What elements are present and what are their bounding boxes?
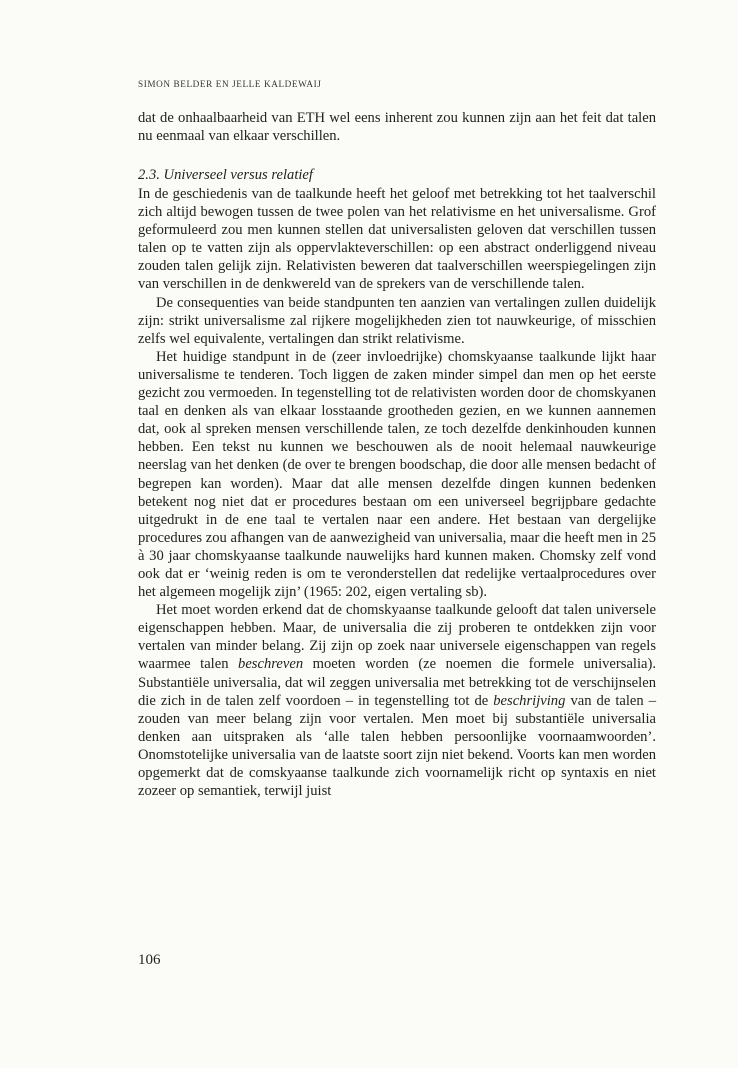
paragraph-4-part-b: moeten worden (ze noemen die formele universalia). Substantiële universalia, dat wil zeggen universalia met betrekking tot de verschijnselen die zich in de talen zelf voordoen – in tegenstelling tot de <box>138 656 657 709</box>
running-head: SIMON BELDER EN JELLE KALDEWAIJ <box>138 79 322 89</box>
section-heading <box>138 166 313 184</box>
paragraph-4 <box>138 601 656 800</box>
body-text <box>138 185 656 800</box>
section-number: 2.3. <box>138 167 160 183</box>
paragraph-4-emphasis-2: beschrijving <box>493 692 566 709</box>
paragraph-4-part-a: Het moet worden erkend dat de chomskyaanse taalkunde gelooft dat talen universele eigenschappen hebben. Maar, de universalia die zij proberen te ontdekken zijn voor vertalen van minder belang. Zij zijn op zoek naar universele eigenschappen van regels waarmee talen <box>138 602 656 673</box>
paragraph-1: In de geschiedenis van de taalkunde heeft het geloof met betrekking tot het taalverschil zich altijd bewogen tussen de twee polen van het relativisme en het universalisme. Grof geformuleerd zou men kunnen stellen dat universalisten geloven dat verschillen tussen talen op te vatten zijn als oppervlakteverschillen: op een abstract onderliggend niveau zouden talen gelijk zijn. Relativisten beweren dat taalverschillen weerspiegelingen zijn van verschillen in de denkwereld van de sprekers van de verschillende talen. <box>138 186 656 293</box>
paragraph-4-part-c: van de talen – zouden van meer belang zijn voor vertalen. Men moet bij substantiële universalia denken aan uitspraken als ‘alle talen hebben persoonlijke voornaamwoorden’. Onomstotelijke universalia van de laatste soort zijn niet bekend. Voorts kan men worden opgemerkt dat de comskyaanse taalkunde zich voornamelijk richt op syntaxis en niet zozeer op semantiek, terwijl juist <box>138 692 656 800</box>
paragraph-3: Het huidige standpunt in de (zeer invloedrijke) chomskyaanse taalkunde lijkt haar universalisme te tenderen. Toch liggen de zaken minder simpel dan men op het eerste gezicht zou vermoeden. In tegenstelling tot de relativisten worden door de chomskyanen taal en denken als van elkaar losstaande grootheden gezien, en we kunnen aannemen dat, ook al spreken mensen verschillende talen, ze toch dezelfde denkinhouden kunnen hebben. Een tekst nu kunnen we beschouwen als de nooit helemaal nauwkeurige neerslag van het denken (de over te brengen boodschap, die door alle mensen bedacht of begrepen kan worden). Maar dat alle mensen dezelfde dingen kunnen bedenken betekent nog niet dat er procedures bestaan om een universeel begrijpbare gedachte uitgedrukt in de ene taal te vertalen naar een andere. Het bestaan van dergelijke procedures zou afhangen van de aanwezigheid van universalia, maar die heeft men in 25 à 30 jaar chomskyaanse taalkunde nauwelijks hard kunnen maken. Chomsky zelf vond ook dat er ‘weinig reden is om te veronderstellen dat redelijke vertaalprocedures over het algemeen mogelijk zijn’ (1965: 202, eigen vertaling sb). <box>138 348 656 601</box>
intro-text: dat de onhaalbaarheid van ETH wel eens inherent zou kunnen zijn aan het feit dat talen nu eenmaal van elkaar verschillen. <box>138 110 656 145</box>
paragraph-2: De consequenties van beide standpunten ten aanzien van vertalingen zullen duidelijk zijn: strikt universalisme zal rijkere mogelijkheden zien tot nauwkeurige, of misschien zelfs wel equivalente, vertalingen dan strikt relativisme. <box>138 294 656 347</box>
intro-paragraph <box>138 109 656 145</box>
section-title: Universeel versus relatief <box>163 167 313 183</box>
page-number: 106 <box>138 952 161 968</box>
paragraph-4-emphasis-1: beschreven <box>238 656 304 673</box>
